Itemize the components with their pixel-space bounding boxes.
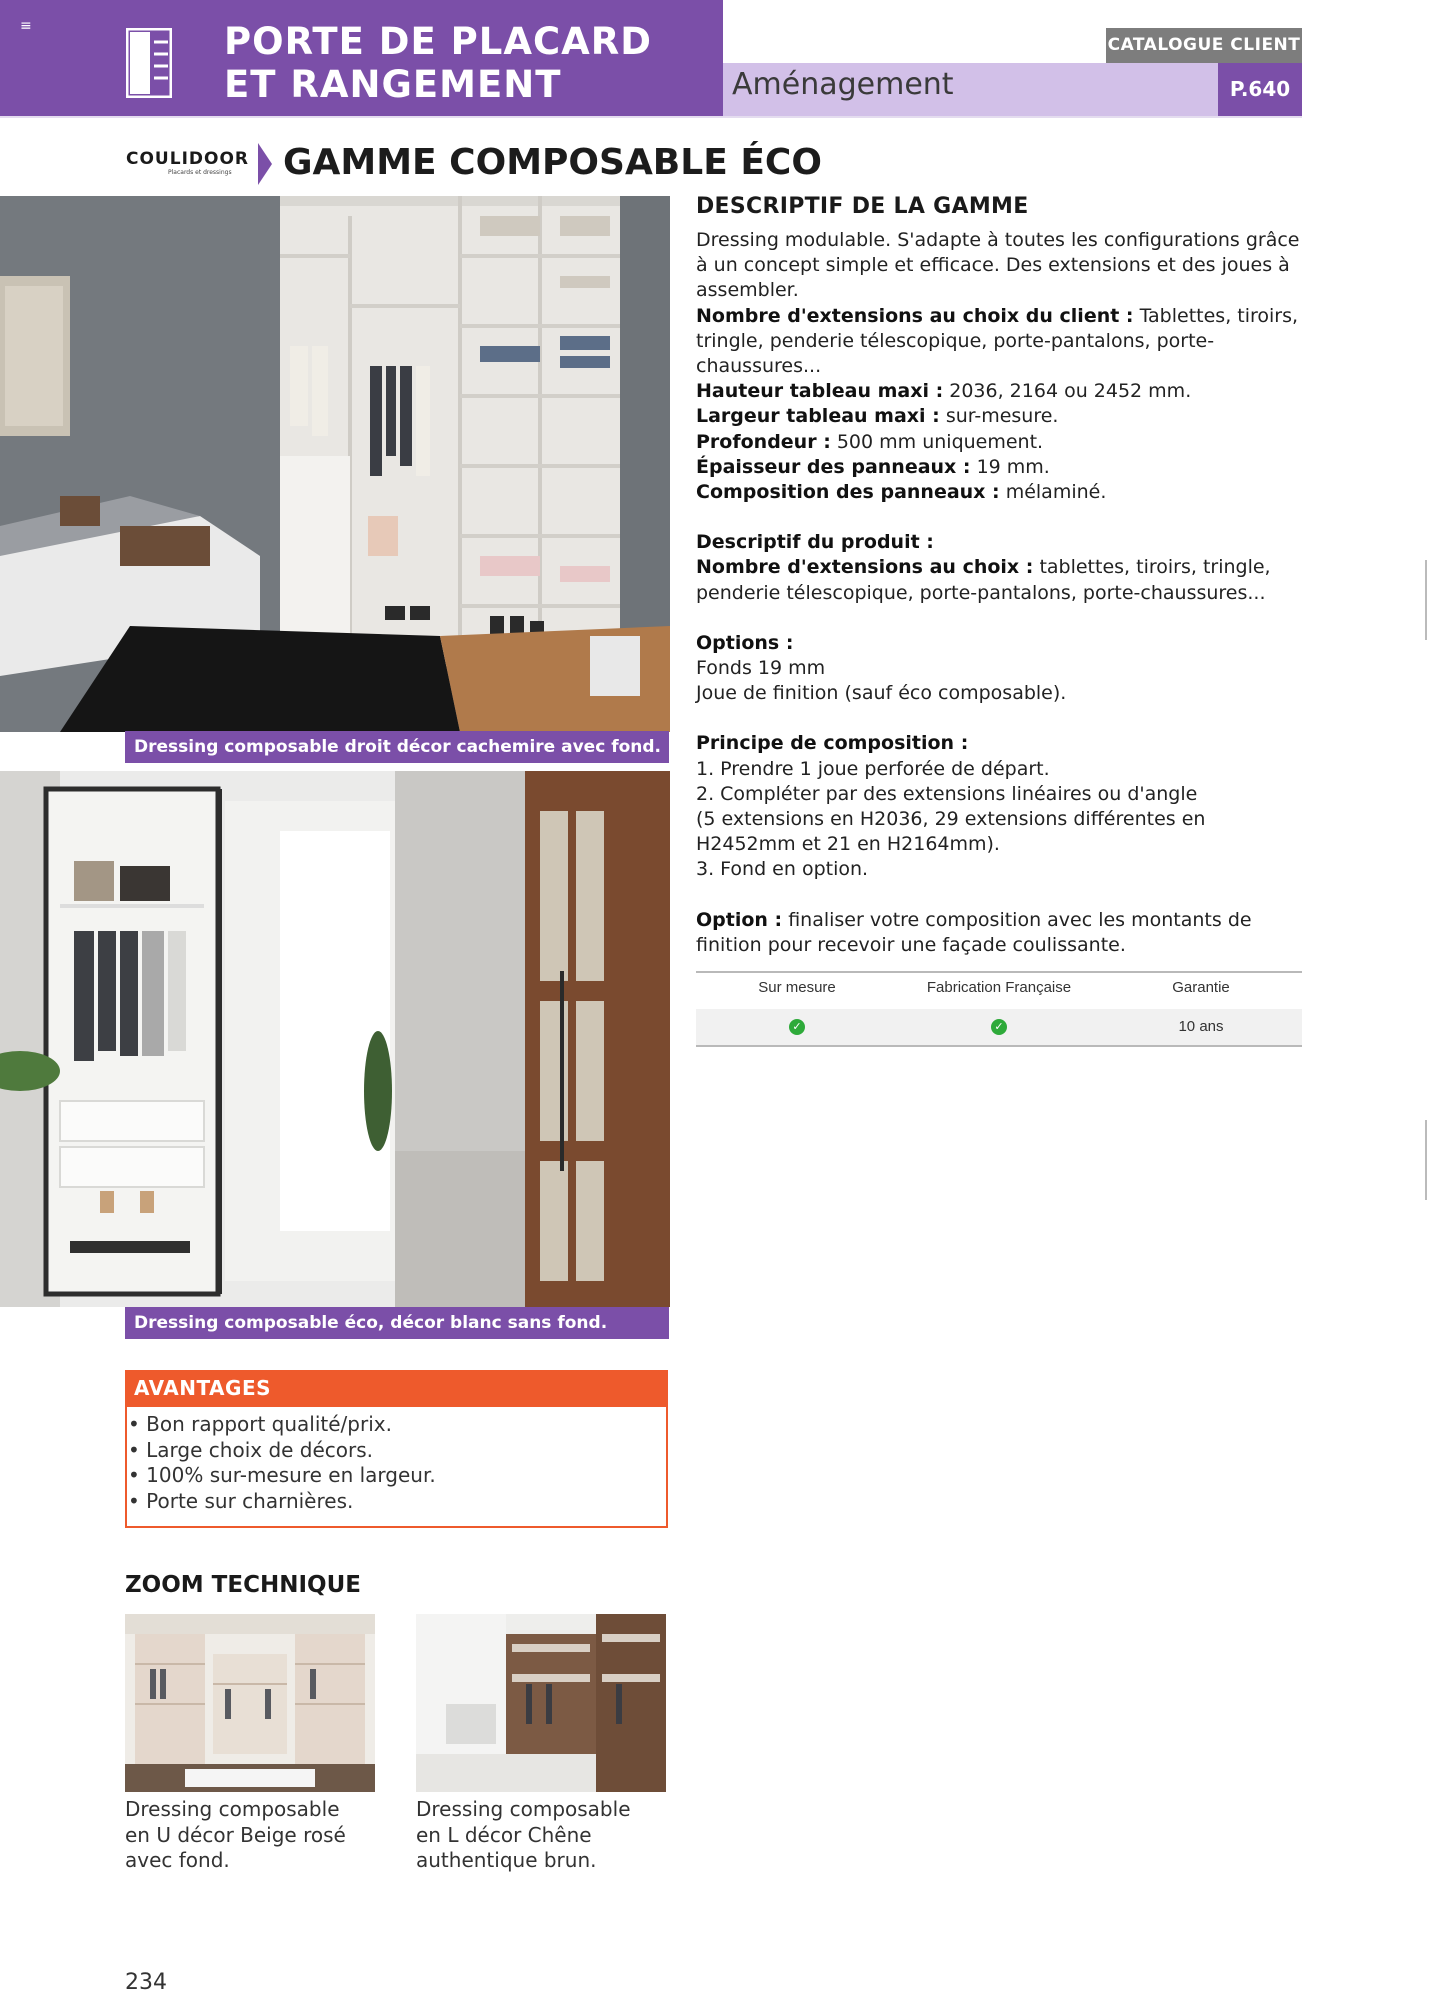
photo-white-dressing [0,771,670,1307]
feature-value [898,1009,1100,1045]
spec-line [696,480,1306,505]
brand-logo: COULIDOOR [126,149,249,169]
options-heading: Options : [696,631,794,654]
feature-header: Garantie [1172,979,1230,996]
spec-line [696,304,1306,380]
zoom-caption-line: avec fond. [125,1848,230,1872]
option-text: finaliser votre composition avec les montants de finition pour recevoir une façade coulissante. [696,908,1252,956]
principle-heading: Principe de composition : [696,732,969,755]
check-circle-icon: ✓ [991,1019,1007,1035]
zoom-caption-line: en L décor Chêne [416,1822,592,1847]
zoom-title: ZOOM TECHNIQUE [125,1572,361,1598]
spec-line [696,555,1306,605]
category-subtitle: Aménagement [732,67,954,102]
zoom-photo-u [125,1614,375,1792]
wardrobe-icon [126,28,172,98]
page-number: 234 [125,1970,167,1995]
zoom-caption-line: Dressing composable [125,1797,340,1821]
spec-value: sur-mesure. [945,405,1059,428]
spec-value: 2036, 2164 ou 2452 mm. [949,380,1192,403]
category-title-line2: ET RANGEMENT [224,63,562,106]
zoom-caption [125,1797,365,1874]
spec-label: Hauteur tableau maxi : [696,380,944,403]
spec-line [696,455,1306,480]
principle-step: 3. Fond en option. [696,858,869,881]
spec-label: Profondeur : [696,430,831,453]
option-item: Joue de finition (sauf éco composable). [696,682,1067,705]
option-note [696,908,1306,958]
chevron-right-icon [258,143,272,185]
principle-step: 2. Compléter par des extensions linéaires ou d'angle [696,782,1198,805]
description-block [696,192,1306,958]
list-item: • Bon rapport qualité/prix. [128,1412,436,1438]
check-circle-icon: ✓ [789,1019,805,1035]
description-heading: DESCRIPTIF DE LA GAMME [696,194,1029,219]
avantages-title: AVANTAGES [125,1370,668,1407]
menu-icon[interactable]: ≡ [20,18,32,34]
spec-value: 19 mm. [976,455,1050,478]
description-intro: Dressing modulable. S'adapte à toutes les configurations grâce à un concept simple et efficace. Des extensions et des joues à assembler. [696,229,1300,302]
product-heading: Descriptif du produit : [696,531,934,554]
feature-header: Fabrication Française [926,979,1072,996]
spec-label: Nombre d'extensions au choix : [696,556,1034,579]
spec-value: mélaminé. [1005,481,1107,504]
list-item: • Porte sur charnières. [128,1489,436,1515]
features-table [696,971,1302,1047]
spec-value: tablettes, tiroirs, tringle, penderie télescopique, porte-pantalons, porte-chaussures... [696,556,1271,604]
spec-line [696,379,1306,404]
spec-label: Largeur tableau maxi : [696,405,940,428]
brand-tagline: Placards et dressings [168,169,232,176]
photo-caption: Dressing composable droit décor cachemire avec fond. [125,731,669,763]
photo-caption: Dressing composable éco, décor blanc sans fond. [125,1307,669,1339]
spec-line [696,430,1306,455]
spec-label: Nombre d'extensions au choix du client : [696,304,1134,327]
feature-value [696,1009,898,1045]
zoom-photo-l [416,1614,666,1792]
edge-mark [1425,1120,1427,1200]
spec-value: Tablettes, tiroirs, tringle, penderie télescopique, porte-pantalons, porte-chaussures... [696,304,1299,378]
option-label: Option : [696,908,783,931]
category-title [224,20,652,106]
header-divider [0,116,1302,118]
zoom-caption [416,1797,656,1874]
avantages-list [128,1412,436,1514]
photo-bedroom-dressing [0,196,670,732]
list-item: • 100% sur-mesure en largeur. [128,1463,436,1489]
principle-step: 1. Prendre 1 joue perforée de départ. [696,757,1050,780]
spec-label: Épaisseur des panneaux : [696,455,971,478]
zoom-caption-line: Dressing composable [416,1797,631,1821]
feature-header: Sur mesure [758,979,836,996]
principle-step: (5 extensions en H2036, 29 extensions différentes en H2452mm et 21 en H2164mm). [696,808,1206,856]
spec-label: Composition des panneaux : [696,481,1000,504]
catalogue-badge: CATALOGUE CLIENT [1106,28,1302,63]
spec-line [696,404,1306,429]
section-title: GAMME COMPOSABLE ÉCO [283,142,822,183]
list-item: • Large choix de décors. [128,1438,436,1464]
edge-mark [1425,560,1427,640]
category-title-line1: PORTE DE PLACARD [224,20,652,63]
zoom-caption-line: authentique brun. [416,1848,597,1872]
feature-value: 10 ans [1178,1018,1224,1035]
page-ref-badge: P.640 [1218,63,1302,116]
option-item: Fonds 19 mm [696,657,826,680]
spec-value: 500 mm uniquement. [836,430,1044,453]
zoom-caption-line: en U décor Beige rosé [125,1822,346,1847]
